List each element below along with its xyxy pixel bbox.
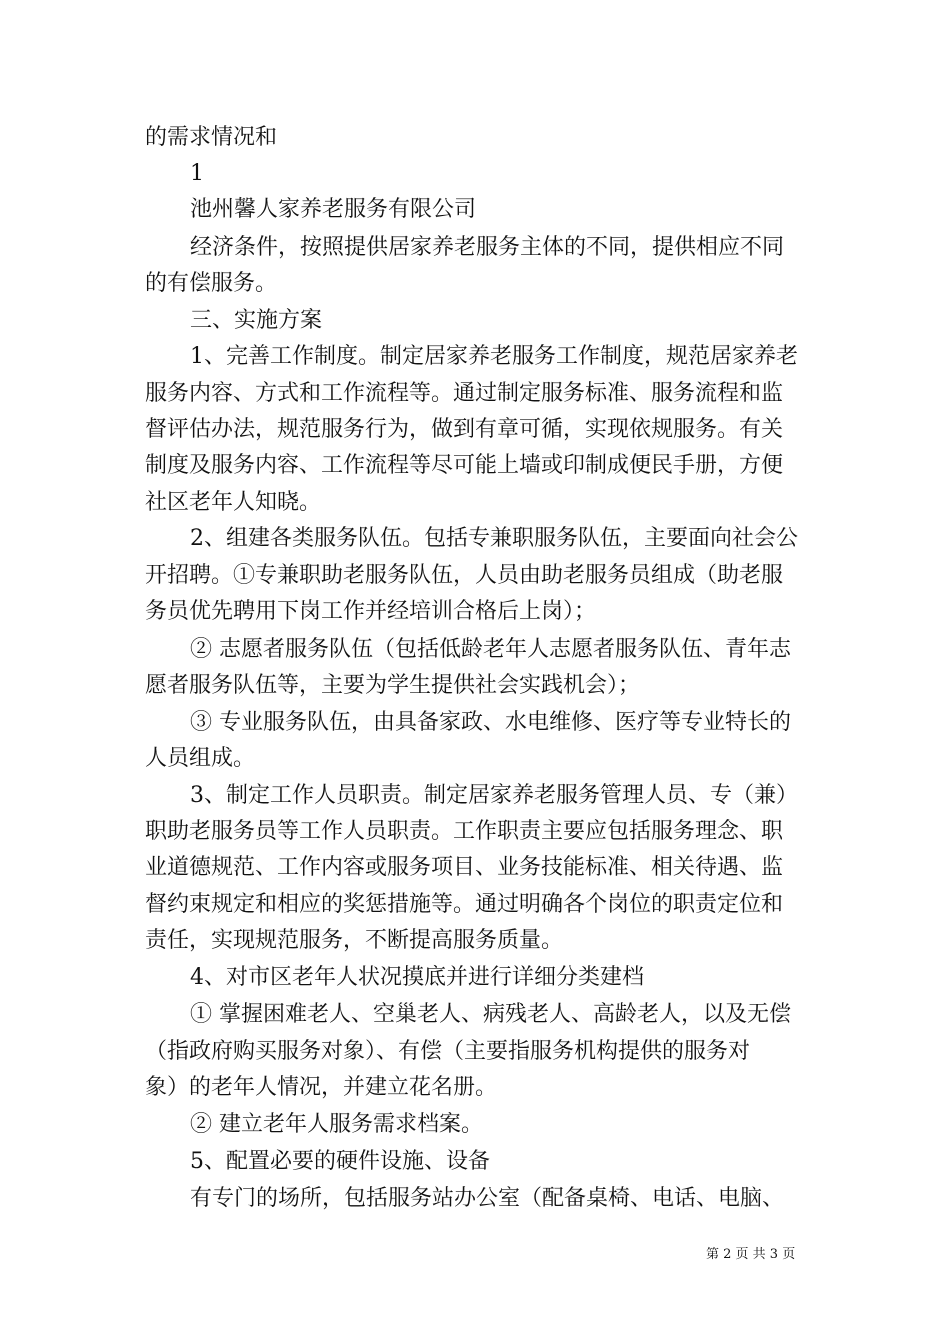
text-line: 1、完善工作制度。制定居家养老服务工作制度，规范居家养老: [190, 344, 798, 369]
text-line: 督评估办法，规范服务行为，做到有章可循，实现依规服务。有关: [145, 417, 784, 442]
text-line: 2、组建各类服务队伍。包括专兼职服务队伍，主要面向社会公: [190, 526, 798, 551]
text-line: 池州馨人家养老服务有限公司: [190, 197, 477, 222]
text-line: 三、实施方案: [190, 308, 323, 333]
text-line: 社区老年人知晓。: [145, 490, 322, 515]
text-line: ① 掌握困难老人、空巢老人、病残老人、高龄老人，以及无偿: [190, 1002, 791, 1027]
text-line: 的需求情况和: [145, 125, 278, 150]
text-line: ③ 专业服务队伍，由具备家政、水电维修、医疗等专业特长的: [190, 710, 791, 735]
text-line: 务员优先聘用下岗工作并经培训合格后上岗）；: [145, 599, 597, 624]
text-line: 愿者服务队伍等，主要为学生提供社会实践机会）；: [145, 673, 641, 698]
text-line: ② 志愿者服务队伍（包括低龄老年人志愿者服务队伍、青年志: [190, 637, 791, 662]
text-line: （指政府购买服务对象）、有偿（主要指服务机构提供的服务对: [145, 1039, 751, 1064]
page-number: 第 2 页 共 3 页: [706, 1247, 796, 1262]
text-line: 人员组成。: [145, 746, 256, 771]
text-line: 开招聘。①专兼职助老服务队伍，人员由助老服务员组成（助老服: [145, 563, 784, 588]
text-line: 责任，实现规范服务，不断提高服务质量。: [145, 928, 564, 953]
text-line: 象）的老年人情况，并建立花名册。: [145, 1075, 498, 1100]
text-line: 制度及服务内容、工作流程等尽可能上墙或印制成便民手册，方便: [145, 453, 784, 478]
text-line: 服务内容、方式和工作流程等。通过制定服务标准、服务流程和监: [145, 381, 784, 406]
text-line: 4、对市区老年人状况摸底并进行详细分类建档: [190, 965, 644, 990]
text-line: 有专门的场所，包括服务站办公室（配备桌椅、电话、电脑、: [190, 1186, 785, 1211]
text-line: 经济条件，按照提供居家养老服务主体的不同，提供相应不同: [190, 235, 785, 260]
text-line: 3、制定工作人员职责。制定居家养老服务管理人员、专（兼）: [190, 783, 798, 808]
text-line: 业道德规范、工作内容或服务项目、业务技能标准、相关待遇、监: [145, 855, 784, 880]
text-line: 1: [190, 161, 204, 186]
text-line: 职助老服务员等工作人员职责。工作职责主要应包括服务理念、职: [145, 819, 784, 844]
text-line: 督约束规定和相应的奖惩措施等。通过明确各个岗位的职责定位和: [145, 892, 784, 917]
text-line: 的有偿服务。: [145, 271, 278, 296]
text-line: ② 建立老年人服务需求档案。: [190, 1112, 483, 1137]
text-line: 5、配置必要的硬件设施、设备: [190, 1149, 490, 1174]
